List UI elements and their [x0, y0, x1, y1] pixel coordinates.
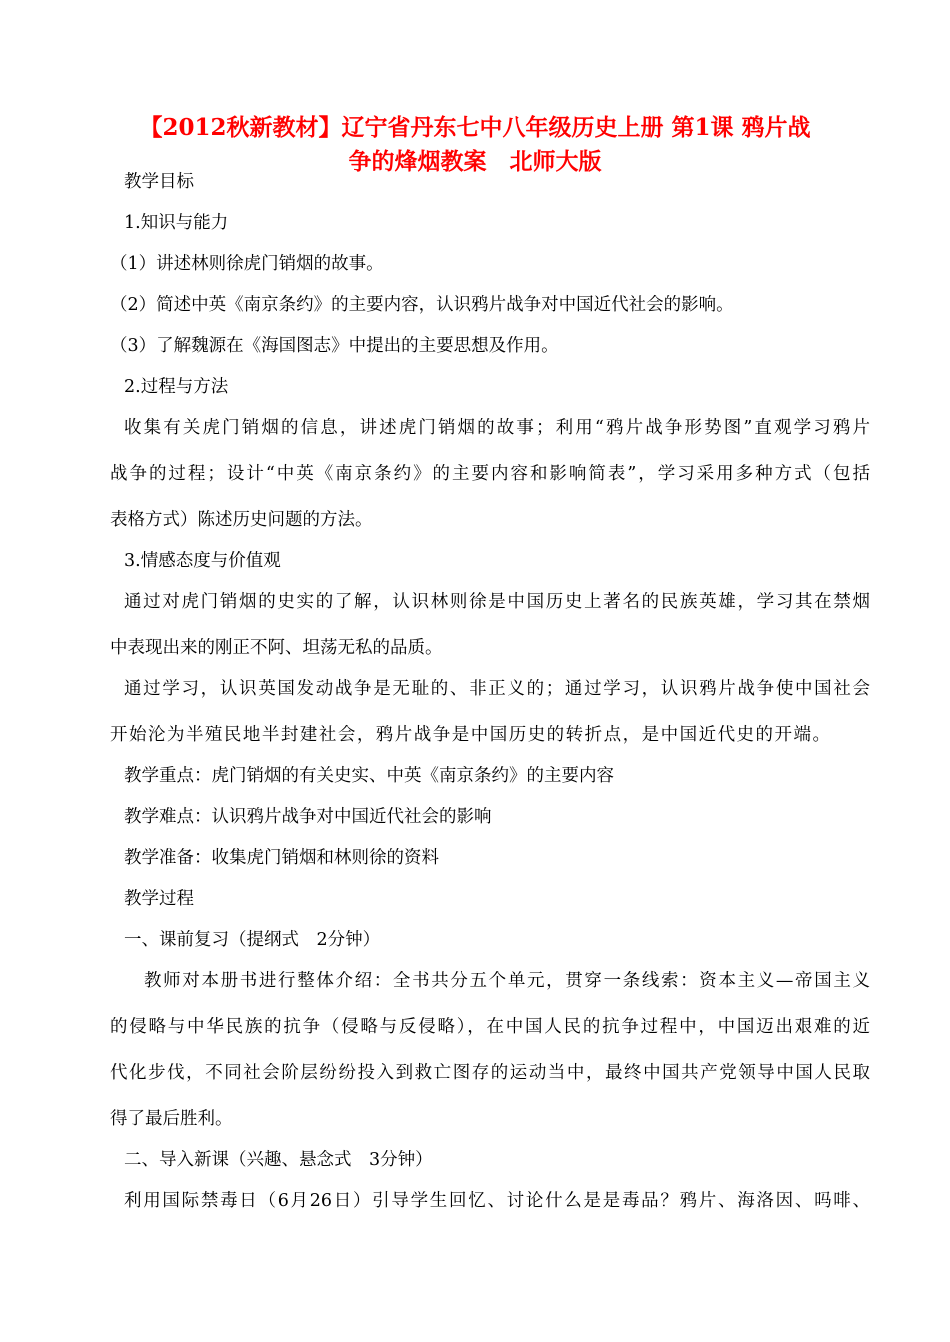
step-heading-review: 一、课前复习（提纲式 2分钟）: [124, 930, 381, 950]
teaching-focus: 教学重点：虎门销烟的有关史实、中英《南京条约》的主要内容: [124, 766, 614, 786]
section-heading-teaching-process: 教学过程: [124, 889, 194, 909]
document-title-line-1: 【2012秋新教材】辽宁省丹东七中八年级历史上册 第1课 鸦片战: [139, 114, 811, 141]
goal-item-2: （2）简述中英《南京条约》的主要内容，认识鸦片战争对中国近代社会的影响。: [110, 295, 734, 315]
paragraph-line: 中表现出来的刚正不阿、坦荡无私的品质。: [110, 638, 443, 658]
goal-item-1: （1）讲述林则徐虎门销烟的故事。: [110, 254, 384, 274]
step-heading-introduction: 二、导入新课（兴趣、悬念式 3分钟）: [124, 1150, 433, 1170]
paragraph-line: 收集有关虎门销烟的信息，讲述虎门销烟的故事；利用“鸦片战争形势图”直观学习鸦片: [124, 418, 870, 438]
paragraph-line: 通过对虎门销烟的史实的了解，认识林则徐是中国历史上著名的民族英雄，学习其在禁烟: [124, 592, 870, 612]
paragraph-line: 得了最后胜利。: [110, 1109, 233, 1129]
paragraph-line: 的侵略与中华民族的抗争（侵略与反侵略），在中国人民的抗争过程中，中国迈出艰难的近: [110, 1017, 870, 1037]
paragraph-line: 开始沦为半殖民地半封建社会，鸦片战争是中国历史的转折点，是中国近代史的开端。: [110, 725, 830, 745]
document-title-line-2: 争的烽烟教案 北师大版: [348, 148, 602, 175]
goal-item-3: （3）了解魏源在《海国图志》中提出的主要思想及作用。: [110, 336, 559, 356]
subheading-process-method: 2.过程与方法: [124, 377, 229, 397]
paragraph-line: 教师对本册书进行整体介绍：全书共分五个单元，贯穿一条线索：资本主义—帝国主义: [144, 971, 870, 991]
paragraph-line: 战争的过程；设计“中英《南京条约》的主要内容和影响简表”，学习采用多种方式（包括: [110, 464, 870, 484]
paragraph-line: 代化步伐，不同社会阶层纷纷投入到救亡图存的运动当中，最终中国共产党领导中国人民取: [110, 1063, 870, 1083]
paragraph-line: 利用国际禁毒日（6月26日）引导学生回忆、讨论什么是是毒品？鸦片、海洛因、吗啡、: [124, 1191, 870, 1211]
section-heading-teaching-goals: 教学目标: [124, 172, 194, 192]
teaching-difficulty: 教学难点：认识鸦片战争对中国近代社会的影响: [124, 807, 492, 827]
subheading-emotion-values: 3.情感态度与价值观: [124, 551, 281, 571]
subheading-knowledge-ability: 1.知识与能力: [124, 213, 229, 233]
paragraph-line: 表格方式）陈述历史问题的方法。: [110, 510, 373, 530]
teaching-preparation: 教学准备：收集虎门销烟和林则徐的资料: [124, 848, 439, 868]
paragraph-line: 通过学习，认识英国发动战争是无耻的、非正义的；通过学习，认识鸦片战争使中国社会: [124, 679, 870, 699]
